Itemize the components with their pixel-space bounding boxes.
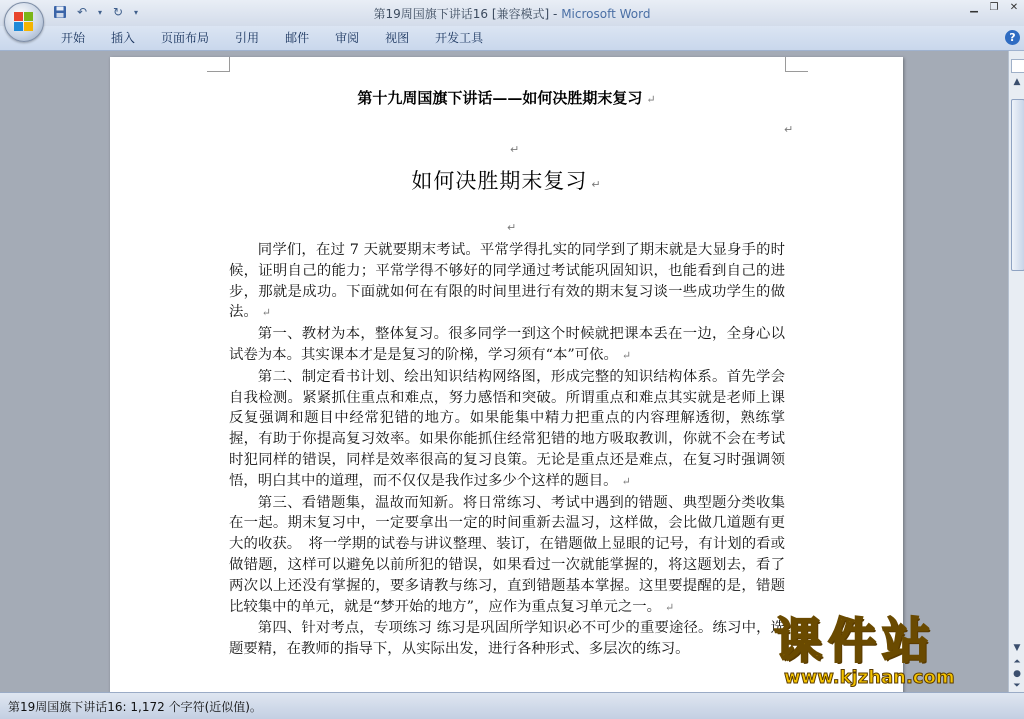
paragraph-mark: ↵ bbox=[621, 474, 631, 488]
tab-page-layout[interactable]: 页面布局 bbox=[161, 31, 210, 45]
redo-icon[interactable]: ↻ bbox=[112, 5, 124, 19]
undo-icon[interactable]: ↶ bbox=[76, 5, 88, 19]
ribbon-tabs bbox=[48, 26, 496, 50]
close-icon[interactable]: ✕ bbox=[1009, 2, 1019, 13]
paragraph-mark: ↵ bbox=[261, 306, 272, 320]
paragraph-mark: ↵ bbox=[591, 178, 602, 191]
tab-developer[interactable]: 开发工具 bbox=[435, 31, 484, 45]
scroll-thumb[interactable] bbox=[1011, 99, 1024, 271]
document-body bbox=[229, 240, 785, 660]
paragraph bbox=[229, 240, 785, 324]
paragraph-mark: ↵ bbox=[646, 93, 656, 106]
scroll-up-icon[interactable]: ▲ bbox=[1013, 77, 1021, 87]
paragraph-text: 第三、看错题集，温故而知新。将日常练习、考试中遇到的错题、典型题分类收集在一起。期末复习中，一定要拿出一定的时间重新去温习，这样做，会比做几道题有更大的收获。 将一学期的试卷与讲议整理、装订，在错题做上显眼的记号，有计划的看或做错题，这样可以避免以前所犯的错误，如果看过一次就能掌握的，将这题划去，看了两次以上还没有掌握的，要多请教与练习，直到错题基本掌握。这里要提醒的是，错题比较集中的单元，就是“梦开始的地方”，应作为重点复习单元之一。 bbox=[229, 494, 785, 615]
app-name: Microsoft Word bbox=[561, 7, 651, 21]
subtitle-text: 如何决胜期末复习 bbox=[411, 169, 588, 193]
document-subtitle bbox=[110, 165, 903, 195]
paragraph-text: 同学们，在过 7 天就要期末考试。平常学得扎实的同学到了期末就是大显身手的时候，证明自己的能力；平常学得不够好的同学通过考试能巩固知识，也能看到自己的进步，那就是成功。下面就如何在有限的时间里进行有效的期末复习谈一些成功学生的做法。 bbox=[229, 242, 785, 321]
customize-quick-access-icon[interactable]: ▾ bbox=[133, 7, 138, 17]
watermark-url: www.kjzhan.com bbox=[784, 667, 955, 688]
scroll-down-icon[interactable]: ▼ bbox=[1013, 643, 1021, 653]
tab-references[interactable]: 引用 bbox=[235, 31, 260, 45]
restore-icon[interactable]: ❐ bbox=[989, 2, 999, 13]
watermark-logo bbox=[770, 615, 1010, 693]
paragraph bbox=[229, 324, 785, 367]
paragraph-text: 第二、制定看书计划、绘出知识结构网络图，形成完整的知识结构体系。首先学会自我检测。紧紧抓住重点和难点，努力感悟和突破。所谓重点和难点其实就是老师上课反复强调和题目中经常犯错的地方。如果能集中精力把重点的内容理解透彻，熟练掌握，有助于你提高复习效率。如果你能抓住经常犯错的地方吸取教训，你就不会在考试时犯同样的错误，同样是效率很高的复习良策。无论是重点还是难点，在复习时强调领悟，明白其中的道理，而不仅仅是我作过多少个这样的题目。 bbox=[229, 368, 785, 489]
vertical-scrollbar[interactable] bbox=[1008, 51, 1024, 692]
document-page[interactable] bbox=[110, 57, 903, 692]
paragraph-text: 第四、针对考点，专项练习 练习是巩固所学知识必不可少的重要途径。练习中，选题要精，在教师的指导下，从实际出发，进行各种形式、多层次的练习。 bbox=[229, 620, 785, 658]
help-icon[interactable]: ? bbox=[1005, 30, 1020, 45]
dropdown-icon[interactable]: ▾ bbox=[97, 7, 102, 17]
office-button[interactable] bbox=[4, 2, 44, 42]
status-text: 第19周国旗下讲话16: 1,172 个字符(近似值)。 bbox=[8, 700, 262, 714]
empty-paragraph-mark: ↵ bbox=[510, 143, 520, 156]
office-logo-icon bbox=[14, 12, 34, 32]
tab-view[interactable]: 视图 bbox=[385, 31, 410, 45]
window-title bbox=[0, 5, 1024, 22]
paragraph bbox=[229, 367, 785, 493]
paragraph-text: 第一、教材为本，整体复习。很多同学一到这个时候就把课本丢在一边，全身心以试卷为本。其实课本才是是复习的阶梯，学习须有“本”可依。 bbox=[229, 326, 785, 363]
document-workspace bbox=[0, 51, 1008, 692]
tab-home[interactable]: 开始 bbox=[61, 31, 86, 45]
tab-review[interactable]: 审阅 bbox=[335, 31, 360, 45]
empty-paragraph-mark: ↵ bbox=[507, 221, 517, 234]
next-page-icon[interactable]: ⏷ bbox=[1013, 681, 1021, 691]
status-bar bbox=[0, 692, 1024, 719]
crop-mark-left bbox=[207, 57, 230, 72]
tab-mailings[interactable]: 邮件 bbox=[285, 31, 310, 45]
ruler-toggle-icon[interactable] bbox=[1011, 59, 1024, 73]
document-title: 第19周国旗下讲话16 [兼容模式] - bbox=[373, 7, 562, 21]
paragraph bbox=[229, 618, 785, 660]
crop-mark-right bbox=[785, 57, 808, 72]
title-bar bbox=[0, 0, 1024, 26]
tab-insert[interactable]: 插入 bbox=[111, 31, 136, 45]
ribbon-tab-bar bbox=[0, 26, 1024, 51]
paragraph-mark: ↵ bbox=[665, 600, 675, 614]
empty-paragraph-mark: ↵ bbox=[784, 123, 794, 136]
previous-page-icon[interactable]: ⏶ bbox=[1013, 657, 1021, 667]
browse-object-icon[interactable]: ● bbox=[1013, 669, 1021, 679]
minimize-icon[interactable]: ▁ bbox=[970, 2, 978, 13]
document-heading bbox=[110, 87, 903, 108]
window-controls bbox=[968, 2, 1020, 13]
paragraph-mark: ↵ bbox=[621, 348, 632, 362]
paragraph bbox=[229, 493, 785, 619]
heading-text: 第十九周国旗下讲话——如何决胜期末复习 bbox=[357, 89, 643, 107]
watermark-title: 课件站 bbox=[774, 613, 937, 669]
